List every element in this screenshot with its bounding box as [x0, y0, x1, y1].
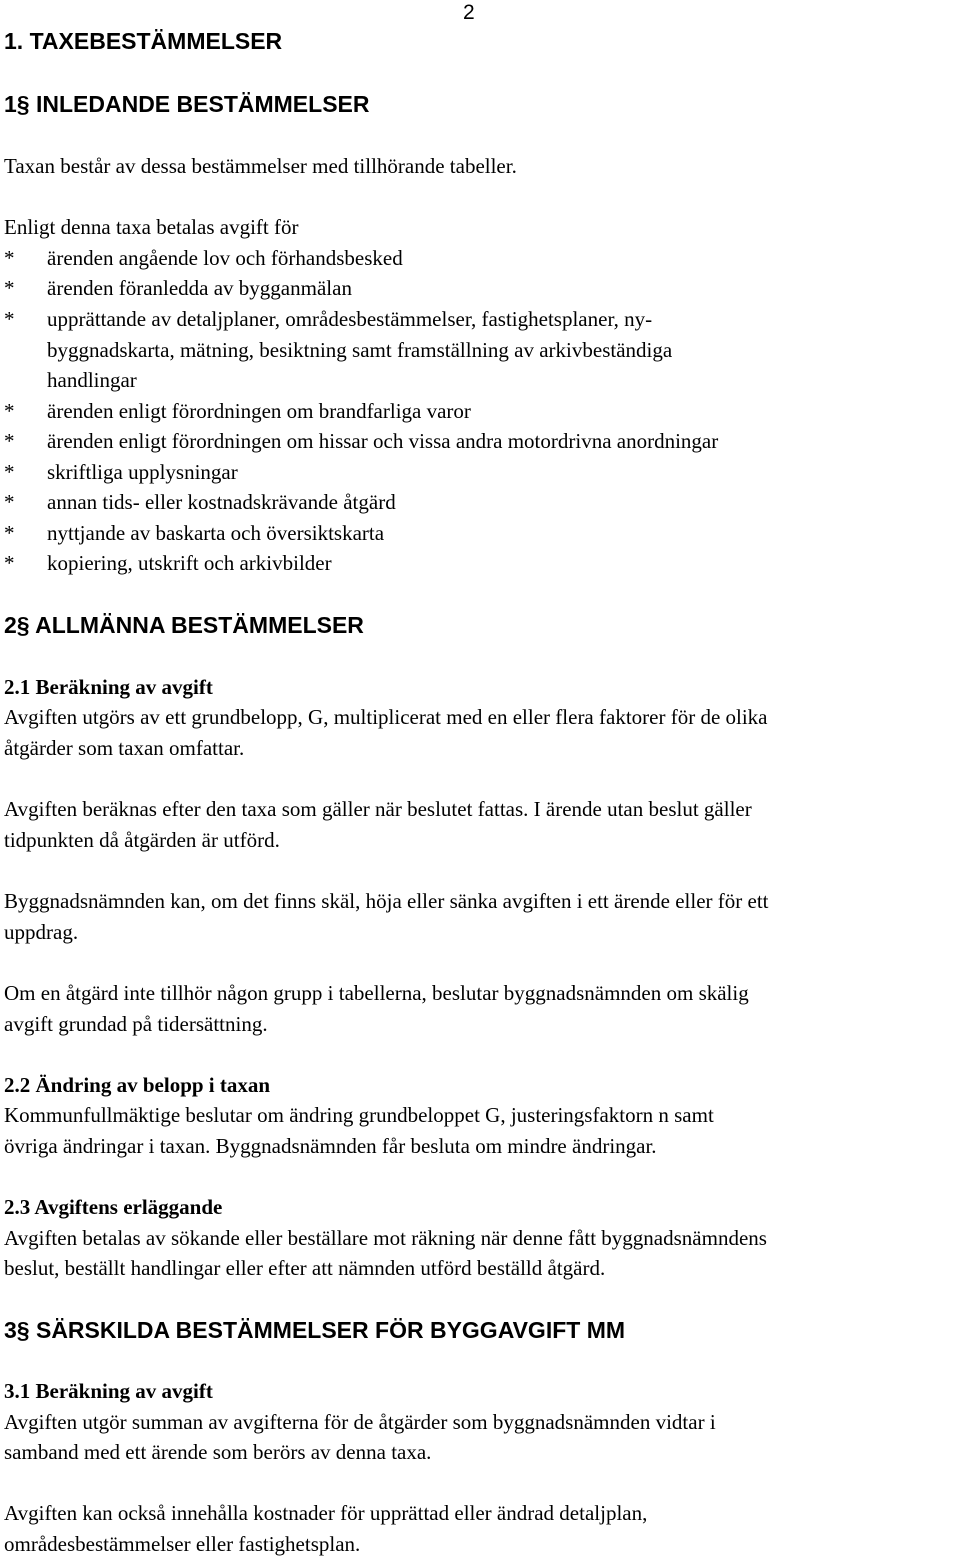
list-item-text: ärenden enligt förordningen om hissar och vissa andra motordrivna anordningar — [47, 429, 719, 453]
list-item-text: byggnadskarta, mätning, besiktning samt framställning av arkivbeständiga — [47, 338, 673, 362]
list-item — [0, 398, 960, 424]
paragraph-line: samband med ett ärende som berörs av denna taxa. — [4, 1440, 432, 1464]
paragraph-line: Avgiften betalas av sökande eller beställare mot räkning när denne fått byggnadsnämndens — [4, 1226, 767, 1250]
page-number: 2 — [463, 1, 475, 24]
list-item-text: ärenden enligt förordningen om brandfarliga varor — [47, 399, 471, 423]
paragraph-line: Om en åtgärd inte tillhör någon grupp i tabellerna, beslutar byggnadsnämnden om skälig — [4, 981, 749, 1005]
list-item-text: skriftliga upplysningar — [47, 460, 238, 484]
list-item-text: handlingar — [47, 368, 137, 392]
bullet-star: * — [4, 246, 15, 270]
list-intro: Enligt denna taxa betalas avgift för — [4, 215, 299, 239]
section-2-heading: 2§ ALLMÄNNA BESTÄMMELSER — [4, 612, 364, 638]
document-title: 1. TAXEBESTÄMMELSER — [4, 28, 283, 54]
subsection-2-1-heading: 2.1 Beräkning av avgift — [4, 675, 213, 699]
list-item-text: kopiering, utskrift och arkivbilder — [47, 551, 332, 575]
bullet-star: * — [4, 429, 15, 453]
bullet-star: * — [4, 460, 15, 484]
intro-paragraph: Taxan består av dessa bestämmelser med tillhörande tabeller. — [4, 154, 517, 178]
subsection-2-3-heading: 2.3 Avgiftens erläggande — [4, 1195, 223, 1219]
bullet-star: * — [4, 521, 15, 545]
paragraph-line: tidpunkten då åtgärden är utförd. — [4, 828, 280, 852]
paragraph-line: uppdrag. — [4, 920, 79, 944]
section-3-heading: 3§ SÄRSKILDA BESTÄMMELSER FÖR BYGGAVGIFT MM — [4, 1317, 626, 1343]
bullet-star: * — [4, 307, 15, 331]
list-item-continuation — [0, 337, 960, 363]
paragraph-line: beslut, beställt handlingar eller efter att nämnden utförd beställd åtgärd. — [4, 1256, 606, 1280]
bullet-star: * — [4, 490, 15, 514]
paragraph-line: Avgiften kan också innehålla kostnader för upprättad eller ändrad detaljplan, — [4, 1501, 648, 1525]
list-item — [0, 245, 960, 271]
paragraph-line: Byggnadsnämnden kan, om det finns skäl, höja eller sänka avgiften i ett ärende eller för ett — [4, 889, 769, 913]
paragraph-line: övriga ändringar i taxan. Byggnadsnämnden får besluta om mindre ändringar. — [4, 1134, 657, 1158]
section-1-heading: 1§ INLEDANDE BESTÄMMELSER — [4, 91, 370, 117]
bullet-star: * — [4, 551, 15, 575]
list-item — [0, 428, 960, 454]
paragraph-line: åtgärder som taxan omfattar. — [4, 736, 245, 760]
subsection-3-1-heading: 3.1 Beräkning av avgift — [4, 1379, 213, 1403]
list-item-text: ärenden föranledda av bygganmälan — [47, 276, 352, 300]
paragraph-line: avgift grundad på tidersättning. — [4, 1012, 268, 1036]
paragraph-line: Kommunfullmäktige beslutar om ändring grundbeloppet G, justeringsfaktorn n samt — [4, 1103, 714, 1127]
list-item-text: nyttjande av baskarta och översiktskarta — [47, 521, 385, 545]
list-item — [0, 489, 960, 515]
paragraph-line: Avgiften utgör summan av avgifterna för de åtgärder som byggnadsnämnden vidtar i — [4, 1410, 716, 1434]
paragraph-line: Avgiften beräknas efter den taxa som gäller när beslutet fattas. I ärende utan beslut gäller — [4, 797, 752, 821]
list-item-continuation — [0, 367, 960, 393]
list-item — [0, 306, 960, 332]
paragraph-line: områdesbestämmelser eller fastighetsplan. — [4, 1532, 361, 1556]
bullet-star: * — [4, 399, 15, 423]
list-item — [0, 275, 960, 301]
list-item-text: annan tids- eller kostnadskrävande åtgärd — [47, 490, 396, 514]
list-item-text: upprättande av detaljplaner, områdesbestämmelser, fastighetsplaner, ny- — [47, 307, 653, 331]
bullet-star: * — [4, 276, 15, 300]
list-item — [0, 459, 960, 485]
paragraph-line: Avgiften utgörs av ett grundbelopp, G, multiplicerat med en eller flera faktorer för de olika — [4, 705, 768, 729]
list-item-text: ärenden angående lov och förhandsbesked — [47, 246, 403, 270]
list-item — [0, 550, 960, 576]
list-item — [0, 520, 960, 546]
subsection-2-2-heading: 2.2 Ändring av belopp i taxan — [4, 1073, 271, 1097]
